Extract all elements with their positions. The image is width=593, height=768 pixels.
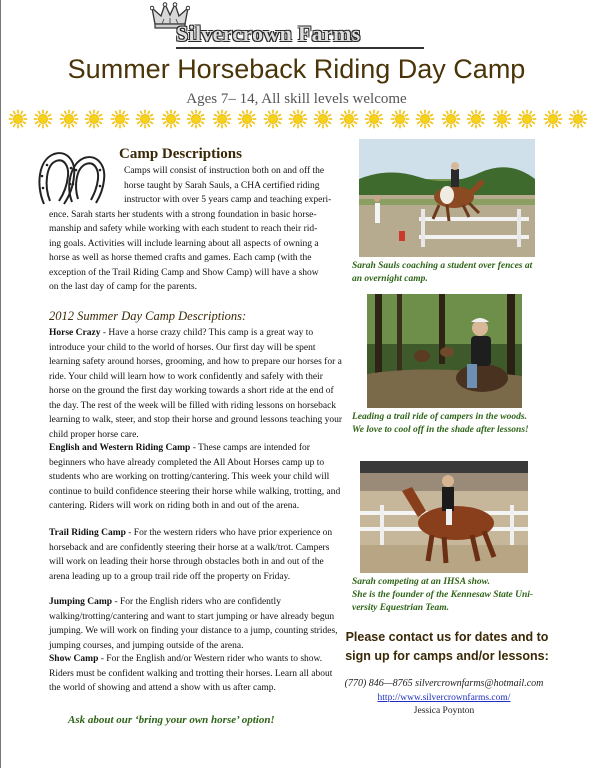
- sun-icon: [33, 109, 53, 129]
- intro-line: Camps will consist of instruction both on and off the: [124, 166, 325, 176]
- camp-name: Trail Riding Camp: [49, 528, 126, 538]
- caption-line: Sarah competing at an IHSA show.: [352, 577, 490, 587]
- photo-ihsa-show: [360, 461, 528, 573]
- byo-horse-note: Ask about our ‘bring your own horse’ option!: [68, 714, 275, 726]
- sun-icon: [441, 109, 461, 129]
- intro-line: exception of the Trail Riding Camp and Show Camp) will have a show: [49, 267, 319, 278]
- camp-description-trail-riding: [49, 526, 345, 584]
- sun-icon: [466, 109, 486, 129]
- sun-icon: [543, 109, 563, 129]
- camp-name: Horse Crazy: [49, 328, 101, 338]
- sun-icon: [263, 109, 283, 129]
- sun-icon: [568, 109, 588, 129]
- camp-description-english-western: [49, 441, 345, 514]
- camp-text: - These camps are intended for beginners who have already completed the All About Horses camp up to students who are working on trotting/cantering. This week your child will continue to build confidence steering their horse while walking, trotting, and cantering. Riders will work on riding both in and out of the arena.: [49, 443, 341, 511]
- camp-name: English and Western Riding Camp: [49, 443, 191, 453]
- sun-icon: [59, 109, 79, 129]
- photo-trail-ride: [367, 294, 522, 408]
- intro-line: manship and safety while working with each student to reach their rid-: [49, 224, 318, 234]
- sun-icon: [237, 109, 257, 129]
- sun-icon: [110, 109, 130, 129]
- sun-icon: [84, 109, 104, 129]
- sun-icon: [212, 109, 232, 129]
- camp-text: - For the western riders who have prior experience on horseback and are confidently steering their horse at a walk/trot. Campers will work on leading their horse through obstacles both in and out of the arena leading up to a group trail ride off the property on Friday.: [49, 528, 333, 582]
- sun-border: [8, 109, 588, 131]
- intro-line: ing goals. Activities will include learning about all aspects of owning a: [49, 238, 319, 249]
- sun-icon: [135, 109, 155, 129]
- intro-line: horse taught by Sarah Sauls, a CHA certified riding: [124, 180, 320, 191]
- photo-caption-3: [352, 576, 533, 615]
- intro-line: ence. Sarah starts her students with a strong foundation in basic horse-: [49, 209, 317, 220]
- sun-icon: [492, 109, 512, 129]
- camp-description-horse-crazy: [49, 326, 345, 442]
- sun-icon: [517, 109, 537, 129]
- caption-line: an overnight camp.: [352, 274, 428, 284]
- contact-heading-line: sign up for camps and/or lessons:: [345, 649, 549, 663]
- sun-icon: [186, 109, 206, 129]
- caption-line: We love to cool off in the shade after lessons!: [352, 425, 529, 435]
- page-title: Summer Horseback Riding Day Camp: [67, 54, 526, 84]
- photo-jumping-coach: [359, 139, 535, 257]
- sun-icon: [313, 109, 333, 129]
- sun-icon: [161, 109, 181, 129]
- camp-text: - For the English riders who are confidently walking/trotting/cantering and want to start jumping or have already begun jumping. We will work on finding your distance to a jump, counting strides, jumping courses, and jumping outside of the arena.: [49, 597, 338, 651]
- sun-icon: [390, 109, 410, 129]
- intro-line: horse as well as horse themed crafts and games. Each camp (with the: [49, 253, 312, 263]
- camp-name: Jumping Camp: [49, 597, 113, 607]
- camp-description-show: [49, 652, 345, 696]
- contact-heading: [342, 628, 552, 666]
- caption-line: Leading a trail ride of campers in the woods.: [352, 412, 527, 422]
- photo-caption-2: [352, 411, 529, 437]
- sun-icon: [339, 109, 359, 129]
- caption-line: versity Equestrian Team.: [352, 603, 450, 613]
- sun-icon: [288, 109, 308, 129]
- contact-heading-line: Please contact us for dates and to: [345, 630, 549, 644]
- camp-descriptions-intro: [49, 164, 344, 295]
- page-border: [0, 0, 1, 768]
- intro-line: on the last day of camp for the parents.: [49, 282, 197, 292]
- caption-line: She is the founder of the Kennesaw State Uni-: [352, 590, 534, 600]
- camp-text: - Have a horse crazy child? This camp is a great way to introduce your child to the world of horses. Our first day will be spent learning safety around horses, grooming, and how to prepare our horses for a ride. Your child will learn how to work confidently and safely with their horse on the ground the first day working towards a short ride at the end of the day. The rest of the week will be filled with riding lessons on horseback learning to walk, steer, and stop their horse and ground lessons teaching your child proper horse care.: [49, 328, 342, 440]
- day-camp-heading: 2012 Summer Day Camp Descriptions:: [49, 309, 247, 323]
- farm-name: Silvercrown Farms: [176, 21, 361, 46]
- phone-email: (770) 846—8765 silvercrownfarms@hotmail.com: [344, 678, 544, 689]
- camp-text: - For the English and/or Western rider who wants to show. Riders must be confident walking and trotting their horses. Learn all about the world of showing and attend a show with us after camp.: [49, 654, 333, 693]
- camp-description-jumping: [49, 595, 345, 653]
- camp-name: Show Camp: [49, 654, 99, 664]
- caption-line: Sarah Sauls coaching a student over fences at: [352, 261, 533, 271]
- contact-name: Jessica Poynton: [413, 706, 475, 716]
- sun-icon: [364, 109, 384, 129]
- intro-line: instructor with over 5 years camp and teaching experi-: [124, 195, 332, 205]
- camp-descriptions-heading: Camp Descriptions: [119, 146, 242, 162]
- farm-name-underline: [176, 47, 424, 49]
- page-subtitle: Ages 7– 14, All skill levels welcome: [186, 91, 407, 107]
- photo-caption-1: [352, 260, 532, 286]
- sun-icon: [415, 109, 435, 129]
- sun-icon: [8, 109, 28, 129]
- website-link[interactable]: http://www.silvercrownfarms.com/: [377, 693, 511, 703]
